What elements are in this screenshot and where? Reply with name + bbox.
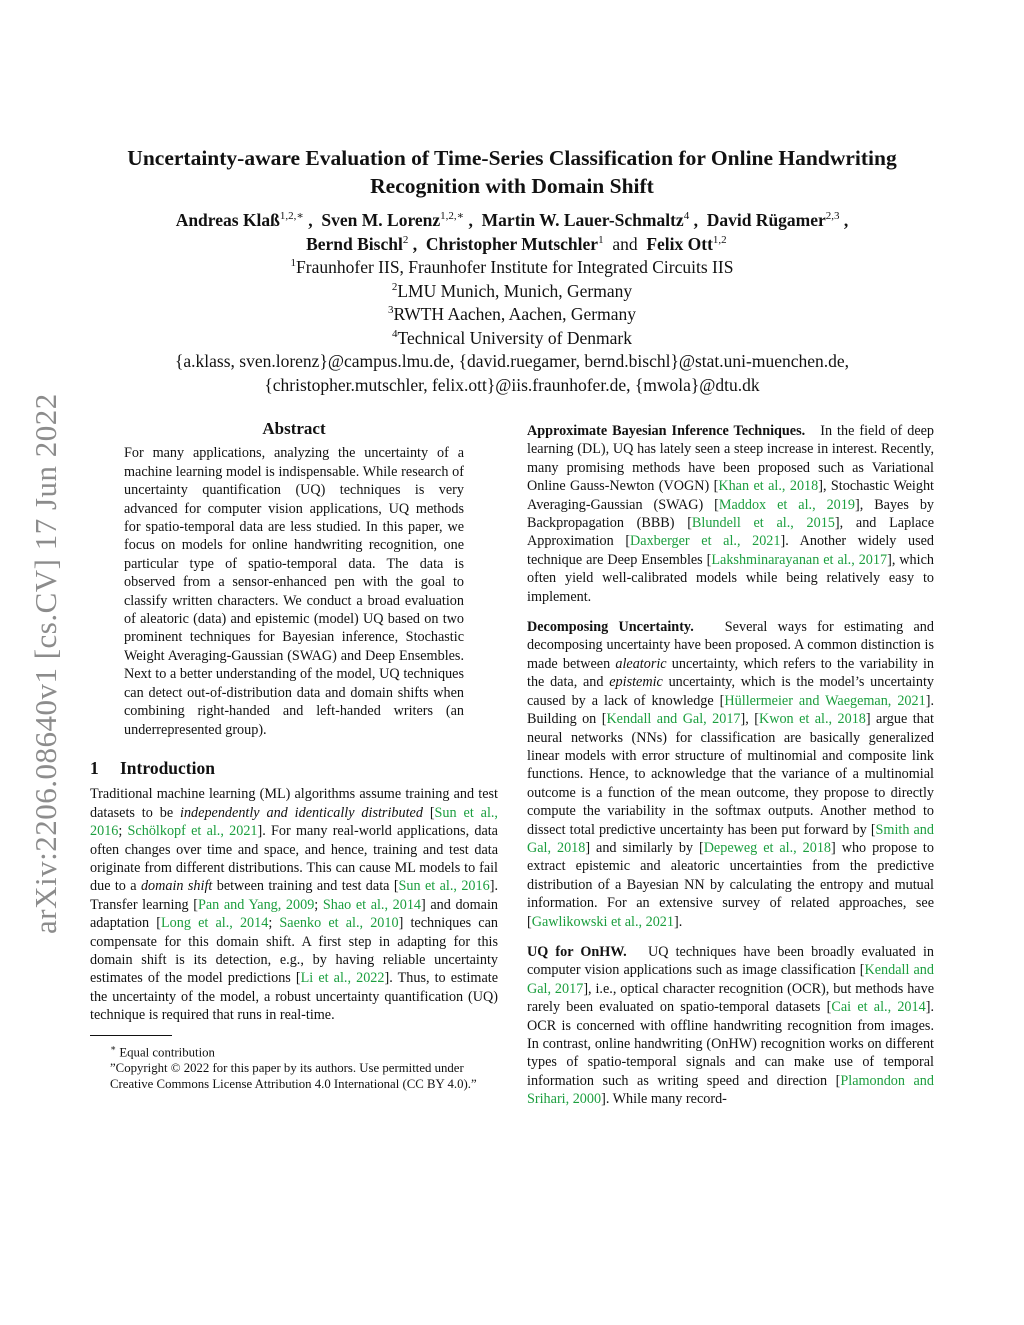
affiliation-line xyxy=(90,303,934,327)
email-line: {a.klass, sven.lorenz}@campus.lmu.de, {david.ruegamer, bernd.bischl}@stat.uni-muenchen.de, xyxy=(174,351,850,371)
author-affiliation-marks: 2,3 xyxy=(825,210,840,223)
body-text: UQ techniques have been broadly evaluated in computer vision applications such as image classification [ xyxy=(527,943,934,979)
body-text: uncertainty, which is the model’s uncertainty caused by a lack of knowledge [ xyxy=(527,674,934,709)
author xyxy=(306,234,408,254)
citation-link[interactable]: Lakshminarayanan et al., 2017 xyxy=(711,551,888,568)
author-name: Sven M. Lorenz xyxy=(321,210,441,230)
footnotes xyxy=(90,1040,498,1092)
author xyxy=(426,234,604,254)
citation-link[interactable]: Depeweg et al., 2018 xyxy=(703,839,832,856)
author-affiliation-marks: 1,2,∗ xyxy=(440,210,465,223)
citation-link[interactable]: Long et al., 2014 xyxy=(160,915,269,932)
body-text: uncertainty, which refers to the variability in the data, and xyxy=(527,655,934,691)
body-text: ] who propose to extract epistemic and aleatoric uncertainties from the predictive distribution of a Bayesian NN by calculating the entropy and mutual information. For an extensive survey of related approaches, see [ xyxy=(527,839,934,930)
emphasized-text: epistemic xyxy=(609,674,663,691)
author-name: Andreas Klaß xyxy=(175,210,280,230)
abstract-heading: Abstract xyxy=(262,419,326,438)
body-text: In the field of deep learning (DL), UQ has lately seen a steep increase in interest. Recently, many promising methods have been proposed such as Variational Online Gauss-Newton (VOGN) [ xyxy=(527,423,935,495)
affiliation-text: LMU Munich, Munich, Germany xyxy=(397,280,633,301)
citation-link[interactable]: Saenko et al., 2010 xyxy=(279,915,399,932)
citation-link[interactable]: Khan et al., 2018 xyxy=(718,478,819,495)
emphasized-text: independently and identically distributed xyxy=(180,804,423,821)
emphasized-text: aleatoric xyxy=(615,655,667,672)
citation-link[interactable]: Gawlikowski et al., 2021 xyxy=(531,913,674,930)
author-name: Christopher Mutschler xyxy=(425,234,599,254)
body-text: ]. Thus, to estimate the uncertainty of the model, a robust uncertainty quantification (UQ) technique is required that runs in real-time. xyxy=(90,970,499,1024)
body-text: ; xyxy=(314,896,323,913)
body-text: ] techniques can compensate for this domain shift. A first step in adapting for this domain shift is its detection, e.g., by having reliable uncertainty estimates of the model predictions [ xyxy=(90,915,498,987)
author xyxy=(176,210,304,230)
paragraph-heading: Approximate Bayesian Inference Techniques. xyxy=(527,423,806,439)
citation-link[interactable]: Blundell et al., 2015 xyxy=(691,515,835,532)
citation-link[interactable]: Kwon et al., 2018 xyxy=(758,711,866,728)
affiliation-line xyxy=(90,327,934,351)
body-text: ], Stochastic Weight Averaging-Gaussian (SWAG) [ xyxy=(527,478,935,513)
citation-link[interactable]: Schölkopf et al., 2021 xyxy=(127,823,258,840)
section-number: 1 xyxy=(90,757,99,778)
affiliation-text: Fraunhofer IIS, Fraunhofer Institute for Integrated Circuits IIS xyxy=(296,257,734,277)
author xyxy=(482,210,690,230)
body-text: ]. Transfer learning [ xyxy=(90,878,498,913)
author xyxy=(321,210,464,230)
body-text: ] argue that neural networks (NNs) for classification are basically generalized linear models with error structure of multinomial and composite link functions. Hence, to acknowledge that the variance of a multinomial outcome is a function of the mean outcome, they propose to directly compute the variability in the softmax outputs. Another method to dissect total predictive uncertainty has been put forward by [ xyxy=(527,711,934,838)
paper-title: Uncertainty-aware Evaluation of Time-Series Classification for Online Handwriting Recognition with Domain Shift xyxy=(127,146,897,198)
body-text: [ xyxy=(422,804,435,821)
affiliation-line xyxy=(90,280,934,304)
section-title-text: Introduction xyxy=(120,757,215,778)
body-text: between training and test data [ xyxy=(212,878,399,895)
arxiv-identifier: arXiv:2206.08640v1 [cs.CV] 17 Jun 2022 xyxy=(28,393,63,934)
body-text: ]. Building on [ xyxy=(527,692,934,728)
author xyxy=(707,210,840,230)
paragraph xyxy=(527,943,934,1109)
affiliation-list xyxy=(90,256,934,350)
abstract-text: For many applications, analyzing the uncertainty of a machine learning model is indispensable. While research of uncertainty quantification (UQ) techniques is very advanced for computer vision applications, UQ methods for spatio-temporal data are less studied. In this paper, we focus on models for online handwriting recognition, one particular type of spatio-temporal data. The data is observed from a sensor-enhanced pen with the goal to classify written characters. We conduct a broad evaluation of aleatoric (data) and epistemic (model) UQ based on two prominent techniques for Bayesian inference, Stochastic Weight Averaging-Gaussian (SWAG) and Deep Ensembles. Next to a better understanding of the model, UQ techniques can detect out-of-distribution data and domain shifts when combining right-handed and left-handed writers (an underrepresented group). xyxy=(124,445,464,738)
body-text: ], and Laplace Approximation [ xyxy=(527,515,934,550)
citation-link[interactable]: Pan and Yang, 2009 xyxy=(197,896,315,913)
body-text: ] and domain adaptation [ xyxy=(90,896,498,932)
left-column xyxy=(90,420,498,1092)
body-text: ]. While many record- xyxy=(601,1091,727,1108)
body-text: ; xyxy=(118,823,128,840)
citation-link[interactable]: Shao et al., 2014 xyxy=(322,896,422,913)
body-text: ]. Another widely used technique are Deep Ensembles [ xyxy=(527,533,934,568)
author-affiliation-marks: 1,2 xyxy=(712,234,727,247)
body-text: Several ways for estimating and decomposing uncertainty have been proposed. A common distinction is made between xyxy=(527,619,934,672)
email-line: {christopher.mutschler, felix.ott}@iis.fraunhofer.de, {mwola}@dtu.dk xyxy=(264,374,760,395)
affiliation-text: RWTH Aachen, Aachen, Germany xyxy=(393,304,636,324)
body-text: Traditional machine learning (ML) algorithms assume training and test datasets to be xyxy=(90,786,498,821)
paragraph xyxy=(527,618,934,931)
footnote-equal-contribution xyxy=(110,1040,498,1060)
author-name: Bernd Bischl xyxy=(306,234,403,254)
body-text: ; xyxy=(268,915,280,932)
paragraph-heading: UQ for OnHW. xyxy=(527,943,627,960)
citation-link[interactable]: Smith and Gal, 2018 xyxy=(527,821,934,856)
body-text: ]. OCR is concerned with offline handwriting recognition from images. In contrast, online handwriting (OnHW) recognition works on different types of spatio-temporal signals and can make use of temporal information such as writing speed and direction [ xyxy=(527,999,934,1089)
footnote-equal-text: Equal contribution xyxy=(119,1044,215,1059)
author-list: Andreas Klaß$^{1,2,∗}$ , Sven M. Lorenz$^{1,2,∗}$ , Martin W. Lauer-Schmaltz$^4$ , David Rügamer$^{2,3}$ , Bernd Bischl$^2$ , Christopher Mutschler$^1$ and Felix Ott$^{1,2}$ xyxy=(175,210,849,254)
paper-header xyxy=(90,144,934,397)
right-column xyxy=(527,422,934,1121)
email-list xyxy=(90,350,934,397)
citation-link[interactable]: Cai et al., 2014 xyxy=(831,999,926,1016)
citation-link[interactable]: Kendall and Gal, 2017 xyxy=(527,962,934,997)
introduction-paragraph xyxy=(90,785,498,1024)
emphasized-text: domain shift xyxy=(140,878,213,895)
affiliation-line xyxy=(90,256,934,280)
citation-link[interactable]: Hüllermeier and Waegeman, 2021 xyxy=(724,692,926,709)
author xyxy=(646,234,726,254)
author-and: and xyxy=(612,234,638,254)
body-text: ], which often yield well-calibrated models while being relatively easy to implement. xyxy=(527,551,934,605)
affiliation-mark: 4 xyxy=(392,327,398,340)
citation-link[interactable]: Daxberger et al., 2021 xyxy=(630,533,781,550)
author-affiliation-marks: 2 xyxy=(402,234,409,247)
footnote-copyright: ”Copyright © 2022 for this paper by its authors. Use permitted under Creative Commons License Attribution 4.0 International (CC BY 4.0).” xyxy=(110,1060,477,1091)
body-text: ] and similarly by [ xyxy=(585,839,704,856)
paragraph xyxy=(527,422,934,606)
citation-link[interactable]: Sun et al., 2016 xyxy=(90,804,498,840)
author-affiliation-marks: 1,2,∗ xyxy=(279,210,304,223)
citation-link[interactable]: Li et al., 2022 xyxy=(300,970,385,987)
body-text: ]. xyxy=(673,913,683,930)
citation-link[interactable]: Plamondon and Srihari, 2000 xyxy=(527,1072,934,1108)
body-text: ], [ xyxy=(740,711,759,728)
affiliation-mark: 1 xyxy=(290,257,297,270)
footnote-divider xyxy=(90,1035,172,1036)
footnote-marker: ∗ xyxy=(110,1042,117,1053)
author-name: Felix Ott xyxy=(646,234,713,254)
affiliation-mark: 2 xyxy=(391,280,398,293)
body-text: ]. For many real-world applications, data often changes over time and space, and hence, training and test data originate from different distributions. This can cause ML models to fail due to a xyxy=(90,823,498,895)
author-name: David Rügamer xyxy=(706,210,826,230)
citation-link[interactable]: Sun et al., 2016 xyxy=(398,878,490,895)
paragraph-heading: Decomposing Uncertainty. xyxy=(527,619,694,636)
citation-link[interactable]: Kendall and Gal, 2017 xyxy=(606,711,741,728)
author-affiliation-marks: 1 xyxy=(598,234,604,247)
body-text: ], i.e., optical character recognition (OCR), but methods have rarely been evaluated on spatio-temporal datasets [ xyxy=(527,980,934,1016)
section-heading-introduction xyxy=(90,759,498,777)
body-text: ], Bayes by Backpropagation (BBB) [ xyxy=(527,496,935,532)
affiliation-text: Technical University of Denmark xyxy=(397,327,632,348)
affiliation-mark: 3 xyxy=(388,304,394,317)
citation-link[interactable]: Maddox et al., 2019 xyxy=(718,496,855,513)
author-name: Martin W. Lauer-Schmaltz xyxy=(481,210,684,230)
author-affiliation-marks: 4 xyxy=(683,210,690,223)
